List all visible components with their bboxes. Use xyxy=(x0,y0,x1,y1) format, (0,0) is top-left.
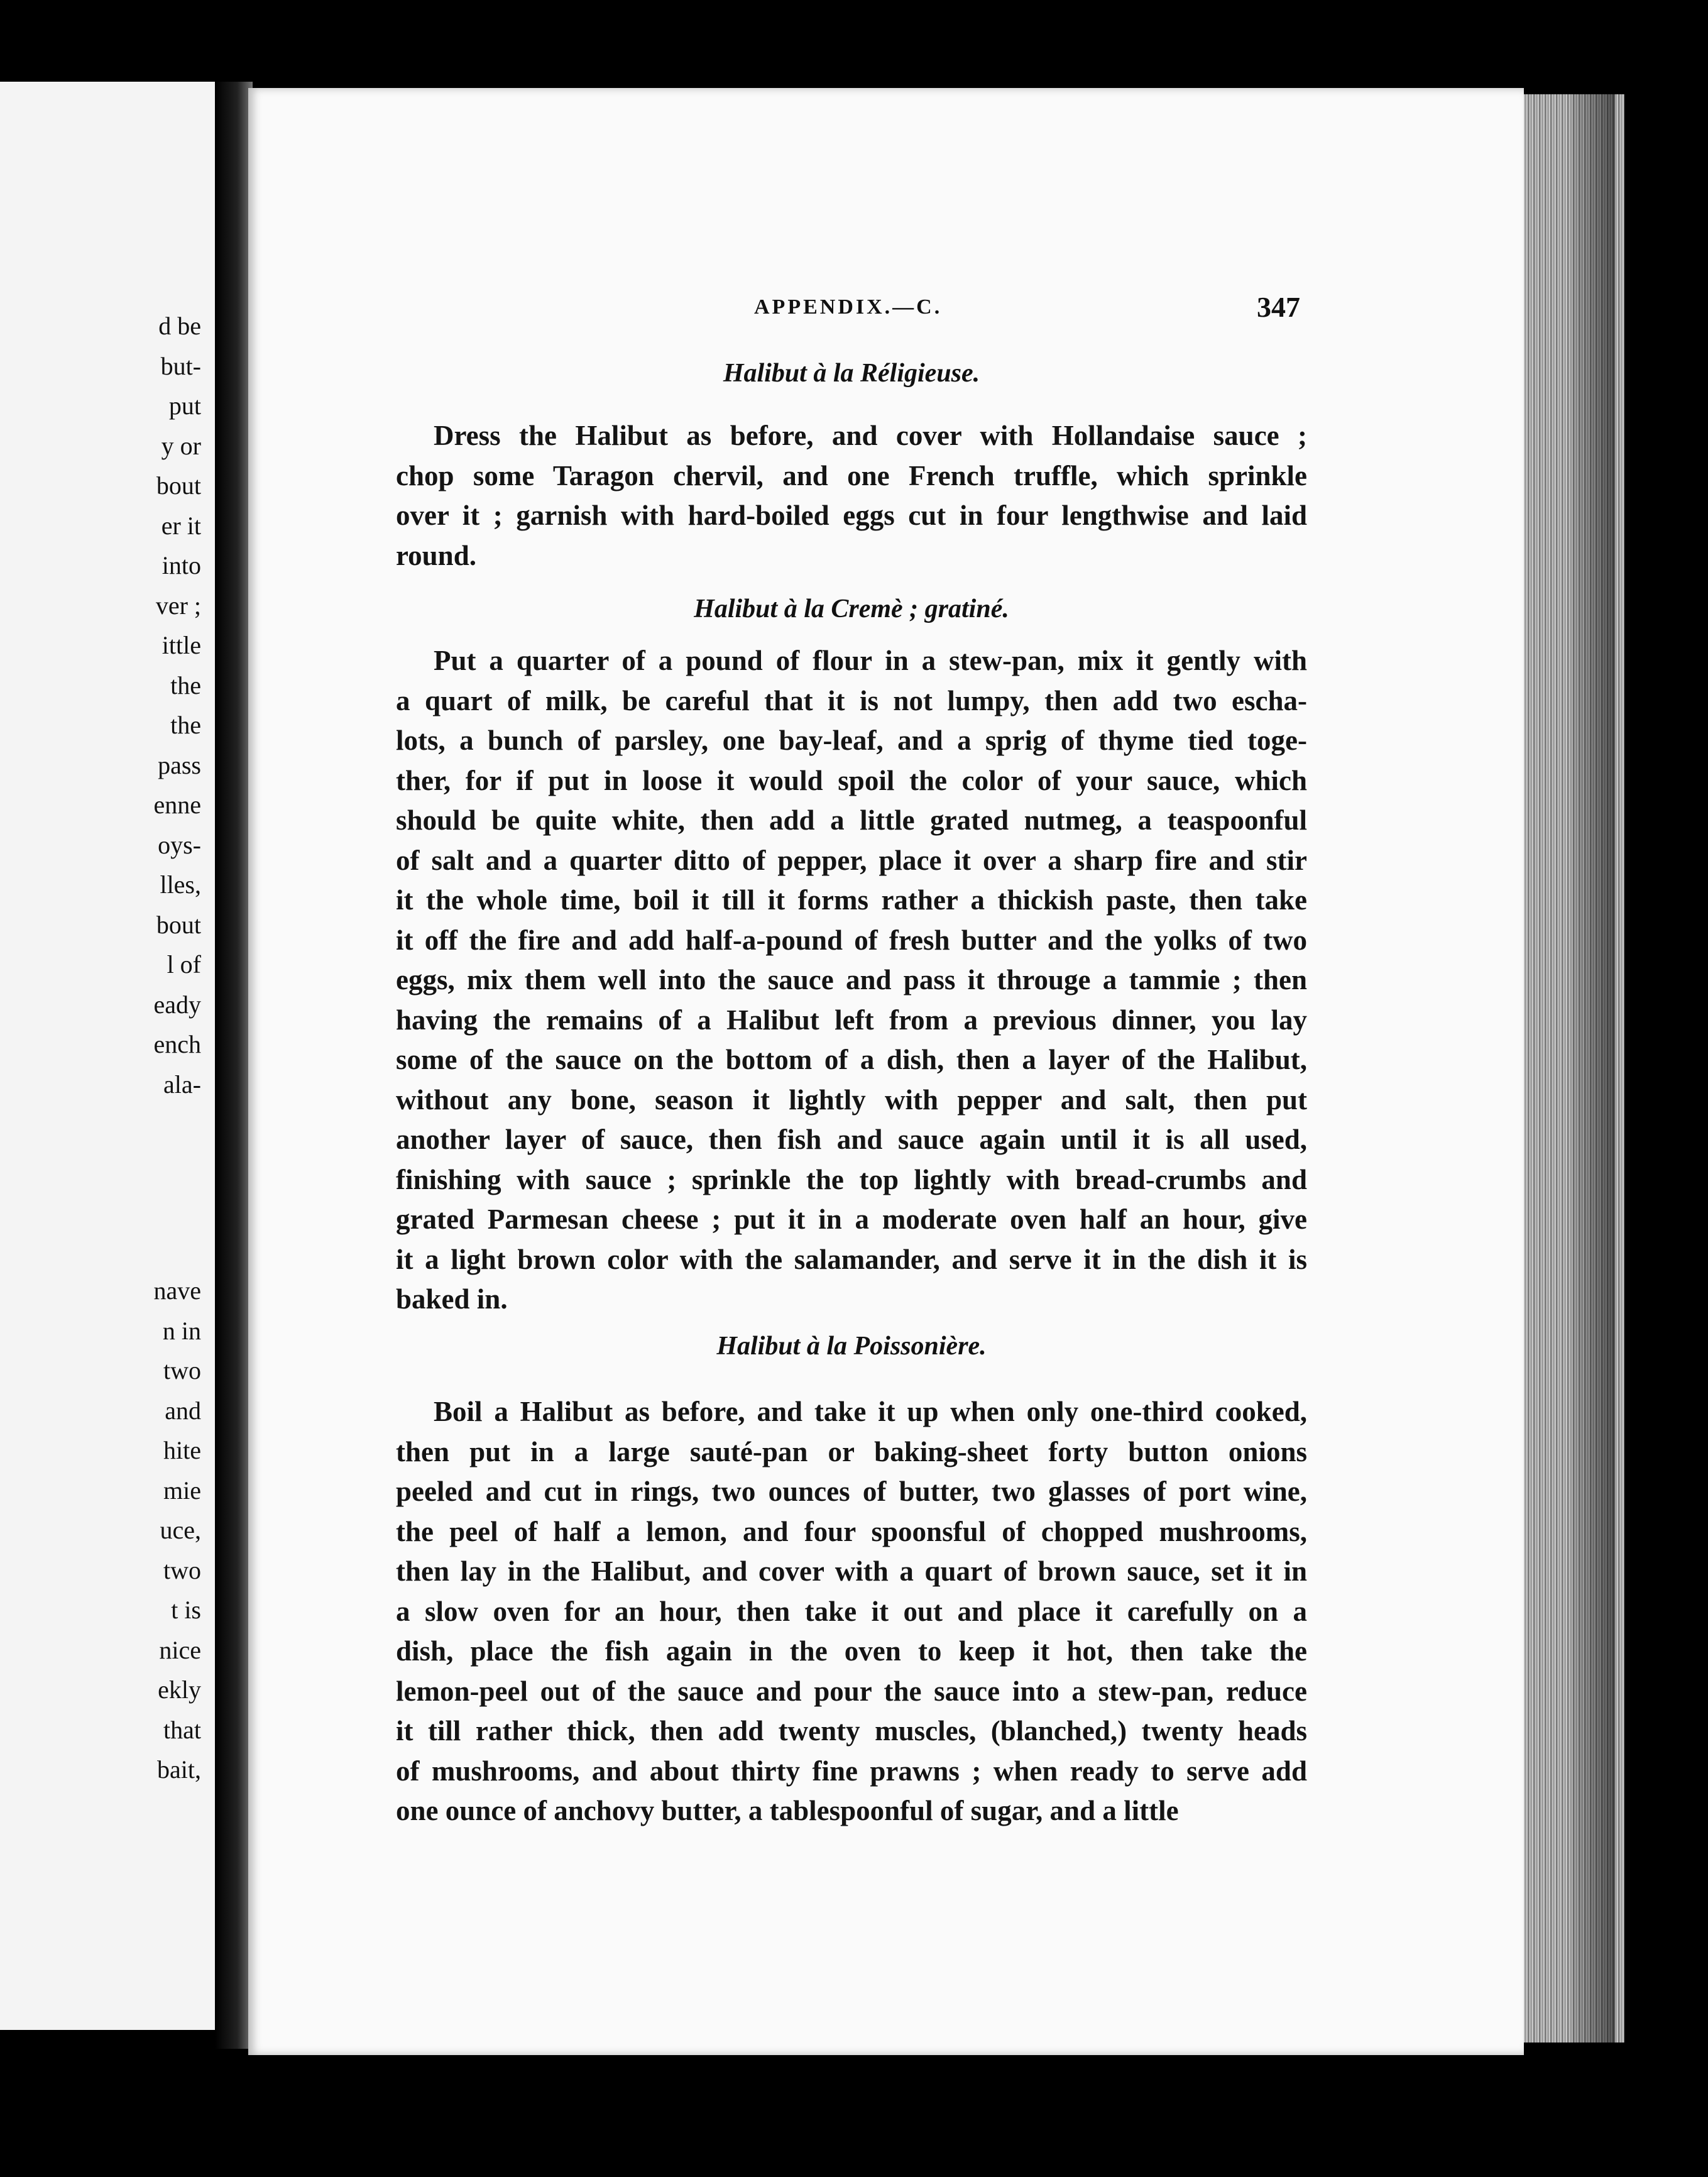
facing-page-text-fragment: bait, xyxy=(157,1755,201,1784)
facing-page-text-fragment: nice xyxy=(159,1635,201,1664)
facing-page-text-fragment: ver ; xyxy=(155,591,201,620)
text-line: of mushrooms, and about thirty fine prawns ; when ready to serve add xyxy=(396,1755,1307,1787)
text-line: should be quite white, then add a little grated nutmeg, a teaspoonful xyxy=(396,804,1307,836)
facing-page-text-fragment: uce, xyxy=(160,1516,201,1544)
section-heading-religieuse: Halibut à la Réligieuse. xyxy=(723,359,980,388)
text-line: eggs, mix them well into the sauce and pass it througe a tammie ; then xyxy=(396,964,1307,995)
text-line: dish, place the fish again in the oven to keep it hot, then take the xyxy=(396,1635,1307,1667)
facing-page-text-fragment: y or xyxy=(161,431,201,460)
facing-page-text-fragment: into xyxy=(161,551,201,579)
text-line: peeled and cut in rings, two ounces of butter, two glasses of port wine, xyxy=(396,1476,1307,1507)
facing-page-text-fragment: pass xyxy=(158,750,201,779)
text-line: a quart of milk, be careful that it is not lumpy, then add two escha- xyxy=(396,684,1307,716)
facing-page-text-fragment: two xyxy=(163,1356,201,1385)
facing-page-text-fragment: nave xyxy=(153,1276,201,1305)
text-line: the peel of half a lemon, and four spoonsful of chopped mushrooms, xyxy=(396,1515,1307,1547)
facing-page-text-fragment: and xyxy=(165,1396,201,1425)
facing-page-text-fragment: that xyxy=(163,1715,201,1744)
text-line: ther, for if put in loose it would spoil the color of your sauce, which xyxy=(396,764,1307,796)
facing-page-text-fragment: bout xyxy=(156,910,201,939)
facing-page-text-fragment: two xyxy=(163,1555,201,1584)
facing-page-fragment xyxy=(0,82,215,2030)
paragraph-creme xyxy=(396,641,1307,1320)
facing-page-text-fragment: bout xyxy=(156,471,201,500)
paragraph-religieuse xyxy=(396,416,1307,576)
text-line: chop some Taragon chervil, and one French truffle, which sprinkle xyxy=(396,459,1307,491)
facing-page-text-fragment: but- xyxy=(160,351,201,380)
text-line: grated Parmesan cheese ; put it in a moderate oven half an hour, give xyxy=(396,1204,1307,1235)
text-line: it the whole time, boil it till it forms rather a thickish paste, then take xyxy=(396,884,1307,916)
page-edges-shadow xyxy=(1571,88,1615,2049)
facing-page-text-fragment: ekly xyxy=(158,1675,201,1704)
page-number: 347 xyxy=(1257,291,1300,323)
text-line: of salt and a quarter ditto of pepper, place it over a sharp fire and stir xyxy=(396,844,1307,876)
text-line: it off the fire and add half-a-pound of fresh butter and the yolks of two xyxy=(396,924,1307,956)
text-line: baked in. xyxy=(396,1283,508,1315)
text-line: then put in a large sauté-pan or baking-sheet forty button onions xyxy=(396,1435,1307,1467)
text-line: it till rather thick, then add twenty muscles, (blanched,) twenty heads xyxy=(396,1715,1307,1747)
facing-page-text-fragment: the xyxy=(170,671,201,699)
text-line: without any bone, season it lightly with pepper and salt, then put xyxy=(396,1083,1307,1116)
text-line: another layer of sauce, then fish and sauce again until it is all used, xyxy=(396,1124,1307,1155)
running-head: APPENDIX.—C. xyxy=(754,295,943,319)
facing-page-text-fragment: l of xyxy=(167,950,201,979)
text-line: Put a quarter of a pound of flour in a stew-pan, mix it gently with xyxy=(434,645,1307,676)
text-line: finishing with sauce ; sprinkle the top lightly with bread-crumbs and xyxy=(396,1163,1307,1195)
text-line: Boil a Halibut as before, and take it up when only one-third cooked, xyxy=(434,1396,1307,1427)
facing-page-text-fragment: mie xyxy=(163,1476,201,1505)
text-line: round. xyxy=(396,539,476,571)
text-line: over it ; garnish with hard-boiled eggs cut in four lengthwise and laid xyxy=(396,500,1307,531)
text-line: having the remains of a Halibut left from a previous dinner, you lay xyxy=(396,1004,1307,1036)
facing-page-text-fragment: the xyxy=(170,711,201,739)
text-line: some of the sauce on the bottom of a dish, then a layer of the Halibut, xyxy=(396,1044,1307,1075)
text-line: lemon-peel out of the sauce and pour the sauce into a stew-pan, reduce xyxy=(396,1675,1307,1707)
paragraph-poissoniere xyxy=(396,1392,1307,1831)
facing-page-text-fragment: n in xyxy=(162,1316,201,1345)
facing-page-text-fragment: er it xyxy=(161,511,201,540)
book-gutter xyxy=(215,82,253,2049)
facing-page-text-fragment: ala- xyxy=(163,1070,201,1099)
text-line: one ounce of anchovy butter, a tablespoonful of sugar, and a little xyxy=(396,1795,1179,1826)
facing-page-text-fragment: eady xyxy=(153,990,201,1019)
text-line: Dress the Halibut as before, and cover with Hollandaise sauce ; xyxy=(434,420,1307,451)
facing-page-text-fragment: hite xyxy=(163,1436,201,1464)
facing-page-text-fragment: oys- xyxy=(158,830,201,859)
facing-page-text-fragment: t is xyxy=(171,1596,201,1624)
text-line: it a light brown color with the salamander, and serve it in the dish it is xyxy=(396,1243,1307,1275)
facing-page-text-fragment: enne xyxy=(153,791,201,819)
facing-page-text-fragment: ench xyxy=(153,1030,201,1058)
text-line: lots, a bunch of parsley, one bay-leaf, and a sprig of thyme tied toge- xyxy=(396,725,1307,756)
facing-page-text-fragment: d be xyxy=(158,312,201,340)
text-line: then lay in the Halibut, and cover with a quart of brown sauce, set it in xyxy=(396,1555,1307,1587)
section-heading-creme: Halibut à la Cremè ; gratiné. xyxy=(694,595,1009,623)
facing-page-text-fragment: ittle xyxy=(161,631,201,659)
text-line: a slow oven for an hour, then take it out and place it carefully on a xyxy=(396,1595,1307,1627)
section-heading-poissoniere: Halibut à la Poissonière. xyxy=(716,1332,987,1361)
facing-page-text-fragment: lles, xyxy=(160,870,201,899)
facing-page-text-fragment: put xyxy=(168,392,201,420)
